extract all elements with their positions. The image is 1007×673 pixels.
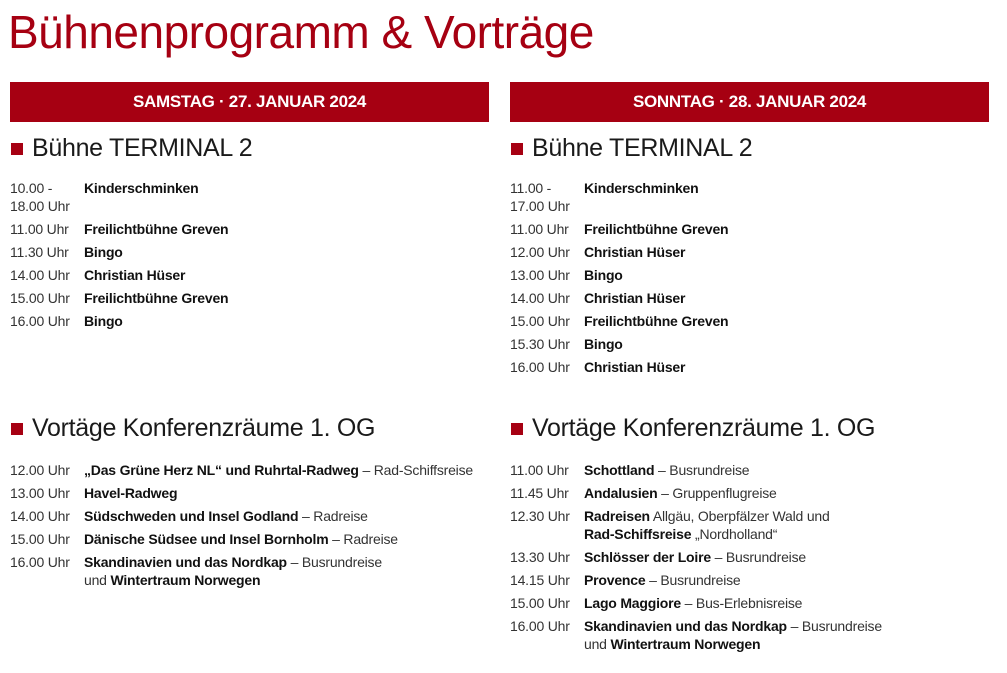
schedule-entry — [10, 243, 489, 261]
schedule-entry — [510, 312, 989, 330]
entry-title: Christian Hüser — [584, 244, 686, 260]
entry-time: 11.00 Uhr — [510, 221, 569, 237]
schedule-entry — [10, 484, 473, 502]
entry-title: Freilichtbühne Greven — [84, 221, 229, 237]
saturday-talks-section — [10, 413, 473, 594]
entry-description — [84, 289, 489, 307]
schedule-entry — [510, 179, 989, 215]
schedule-entry — [10, 179, 489, 215]
entry-time: 12.00 Uhr — [10, 462, 70, 478]
schedule-entry — [510, 507, 882, 543]
schedule-entry — [10, 312, 489, 330]
entry-time: 16.00 Uhr — [510, 359, 570, 375]
entry-description — [84, 220, 489, 238]
sunday-column — [510, 82, 989, 652]
entry-description — [584, 243, 989, 261]
entry-description — [584, 358, 989, 376]
entry-title: Dänische Südsee und Insel Bornholm — [84, 531, 329, 547]
entry-title: Provence — [584, 572, 646, 588]
schedule-entry — [510, 484, 882, 502]
entry-connector: und — [84, 572, 111, 588]
section-heading-label: Vortäge Konferenzräume 1. OG — [532, 414, 876, 442]
entry-time: 10.00 - 18.00 Uhr — [10, 180, 70, 214]
entry-second-line — [584, 635, 882, 653]
entry-title: Kinderschminken — [584, 180, 699, 196]
entry-time: 15.30 Uhr — [510, 336, 570, 352]
entry-time: 15.00 Uhr — [10, 290, 70, 306]
entry-detail: – Rad-Schiffsreise — [358, 462, 473, 478]
entry-title: Bingo — [84, 244, 123, 260]
entry-time: 14.15 Uhr — [510, 572, 570, 588]
schedule-entry — [510, 266, 989, 284]
entry-time: 11.45 Uhr — [510, 485, 569, 501]
entry-title: Freilichtbühne Greven — [84, 290, 229, 306]
entry-title-2: Rad-Schiffsreise — [584, 526, 692, 542]
schedule-entry — [510, 571, 882, 589]
entry-title: Bingo — [84, 313, 123, 329]
sunday-talks-section — [510, 413, 882, 658]
entry-time: 16.00 Uhr — [10, 554, 70, 570]
section-heading — [510, 133, 989, 163]
entry-time: 13.00 Uhr — [10, 485, 70, 501]
section-heading — [510, 413, 882, 443]
section-heading-label: Vortäge Konferenzräume 1. OG — [32, 414, 376, 442]
entry-time: 11.00 - 17.00 Uhr — [510, 180, 570, 214]
entry-title: Bingo — [584, 336, 623, 352]
entry-description — [84, 484, 473, 502]
schedule-entry — [510, 220, 989, 238]
entry-description — [584, 507, 882, 543]
entry-time: 16.00 Uhr — [10, 313, 70, 329]
schedule-entry — [510, 243, 989, 261]
schedule-entry — [10, 220, 489, 238]
entry-detail: – Bus-Erlebnisreise — [680, 595, 803, 611]
entry-title: Schottland — [584, 462, 655, 478]
section-heading — [10, 413, 473, 443]
schedule-entry — [510, 548, 882, 566]
schedule-entry — [10, 553, 473, 589]
entry-time: 16.00 Uhr — [510, 618, 570, 634]
schedule-entry — [510, 335, 989, 353]
entry-time: 12.30 Uhr — [510, 508, 570, 524]
entry-time: 14.00 Uhr — [510, 290, 570, 306]
entry-detail-2: „Nordholland“ — [691, 526, 778, 542]
entry-time: 12.00 Uhr — [510, 244, 570, 260]
schedule-list — [10, 179, 489, 330]
entry-title: Schlösser der Loire — [584, 549, 711, 565]
entry-title-2: Wintertraum Norwegen — [610, 636, 761, 652]
entry-description — [584, 220, 989, 238]
schedule-entry — [10, 507, 473, 525]
entry-title: Skandinavien und das Nordkap — [584, 618, 787, 634]
square-bullet-icon — [511, 143, 523, 155]
schedule-entry — [510, 358, 989, 376]
entry-detail: – Gruppenflugreise — [657, 485, 777, 501]
entry-title: Bingo — [584, 267, 623, 283]
entry-description — [84, 530, 473, 548]
day-header-sunday: SONNTAG · 28. JANUAR 2024 — [510, 82, 989, 122]
entry-detail: – Busrundreise — [786, 618, 882, 634]
entry-detail: – Busrundreise — [645, 572, 741, 588]
entry-time: 14.00 Uhr — [10, 508, 70, 524]
schedule-list — [10, 461, 473, 589]
schedule-list — [510, 461, 882, 653]
entry-description — [584, 289, 989, 307]
entry-description — [584, 179, 989, 197]
square-bullet-icon — [11, 423, 23, 435]
entry-time: 15.00 Uhr — [510, 313, 570, 329]
entry-time: 11.30 Uhr — [10, 244, 69, 260]
entry-description — [84, 553, 473, 589]
entry-title-2: Wintertraum Norwegen — [110, 572, 261, 588]
entry-description — [584, 484, 882, 502]
entry-title: „Das Grüne Herz NL“ und Ruhrtal-Radweg — [84, 462, 359, 478]
entry-detail: Allgäu, Oberpfälzer Wald und — [649, 508, 830, 524]
entry-detail: – Busrundreise — [286, 554, 382, 570]
entry-second-line — [84, 571, 473, 589]
entry-title: Andalusien — [584, 485, 658, 501]
entry-title: Radreisen — [584, 508, 650, 524]
schedule-entry — [10, 530, 473, 548]
entry-detail: – Radreise — [328, 531, 398, 547]
page-title: Bühnenprogramm & Vorträge — [8, 6, 594, 58]
entry-time: 13.00 Uhr — [510, 267, 570, 283]
entry-time: 11.00 Uhr — [10, 221, 69, 237]
entry-time: 15.00 Uhr — [10, 531, 70, 547]
entry-description — [584, 571, 882, 589]
entry-title: Havel-Radweg — [84, 485, 178, 501]
entry-title: Christian Hüser — [584, 359, 686, 375]
square-bullet-icon — [11, 143, 23, 155]
saturday-stage-section — [10, 133, 489, 330]
entry-description — [584, 312, 989, 330]
entry-description — [584, 266, 989, 284]
entry-title: Skandinavien und das Nordkap — [84, 554, 287, 570]
entry-description — [84, 243, 489, 261]
schedule-list — [510, 179, 989, 376]
entry-description — [84, 266, 489, 284]
entry-description — [584, 548, 882, 566]
entry-title: Kinderschminken — [84, 180, 199, 196]
entry-time: 11.00 Uhr — [510, 462, 569, 478]
entry-description — [84, 312, 489, 330]
schedule-entry — [510, 289, 989, 307]
entry-second-line — [584, 525, 882, 543]
section-heading-label: Bühne TERMINAL 2 — [32, 134, 253, 162]
schedule-entry — [510, 617, 882, 653]
entry-time: 13.30 Uhr — [510, 549, 570, 565]
square-bullet-icon — [511, 423, 523, 435]
entry-time: 14.00 Uhr — [10, 267, 70, 283]
entry-description — [84, 507, 473, 525]
entry-title: Christian Hüser — [84, 267, 186, 283]
section-heading-label: Bühne TERMINAL 2 — [532, 134, 753, 162]
day-header-saturday: SAMSTAG · 27. JANUAR 2024 — [10, 82, 489, 122]
entry-description — [584, 594, 882, 612]
entry-detail: – Busrundreise — [654, 462, 750, 478]
entry-detail: – Radreise — [298, 508, 368, 524]
sunday-stage-section — [510, 133, 989, 376]
entry-description — [584, 461, 882, 479]
entry-title: Lago Maggiore — [584, 595, 681, 611]
entry-title: Freilichtbühne Greven — [584, 313, 729, 329]
entry-description — [584, 617, 882, 653]
schedule-entry — [510, 461, 882, 479]
entry-detail: – Busrundreise — [710, 549, 806, 565]
entry-title: Südschweden und Insel Godland — [84, 508, 299, 524]
entry-time: 15.00 Uhr — [510, 595, 570, 611]
entry-description — [84, 461, 473, 479]
schedule-entry — [10, 461, 473, 479]
entry-description — [584, 335, 989, 353]
entry-title: Christian Hüser — [584, 290, 686, 306]
schedule-entry — [10, 289, 489, 307]
section-heading — [10, 133, 489, 163]
entry-description — [84, 179, 489, 197]
schedule-entry — [510, 594, 882, 612]
entry-connector: und — [584, 636, 611, 652]
entry-title: Freilichtbühne Greven — [584, 221, 729, 237]
saturday-column — [10, 82, 489, 588]
schedule-entry — [10, 266, 489, 284]
